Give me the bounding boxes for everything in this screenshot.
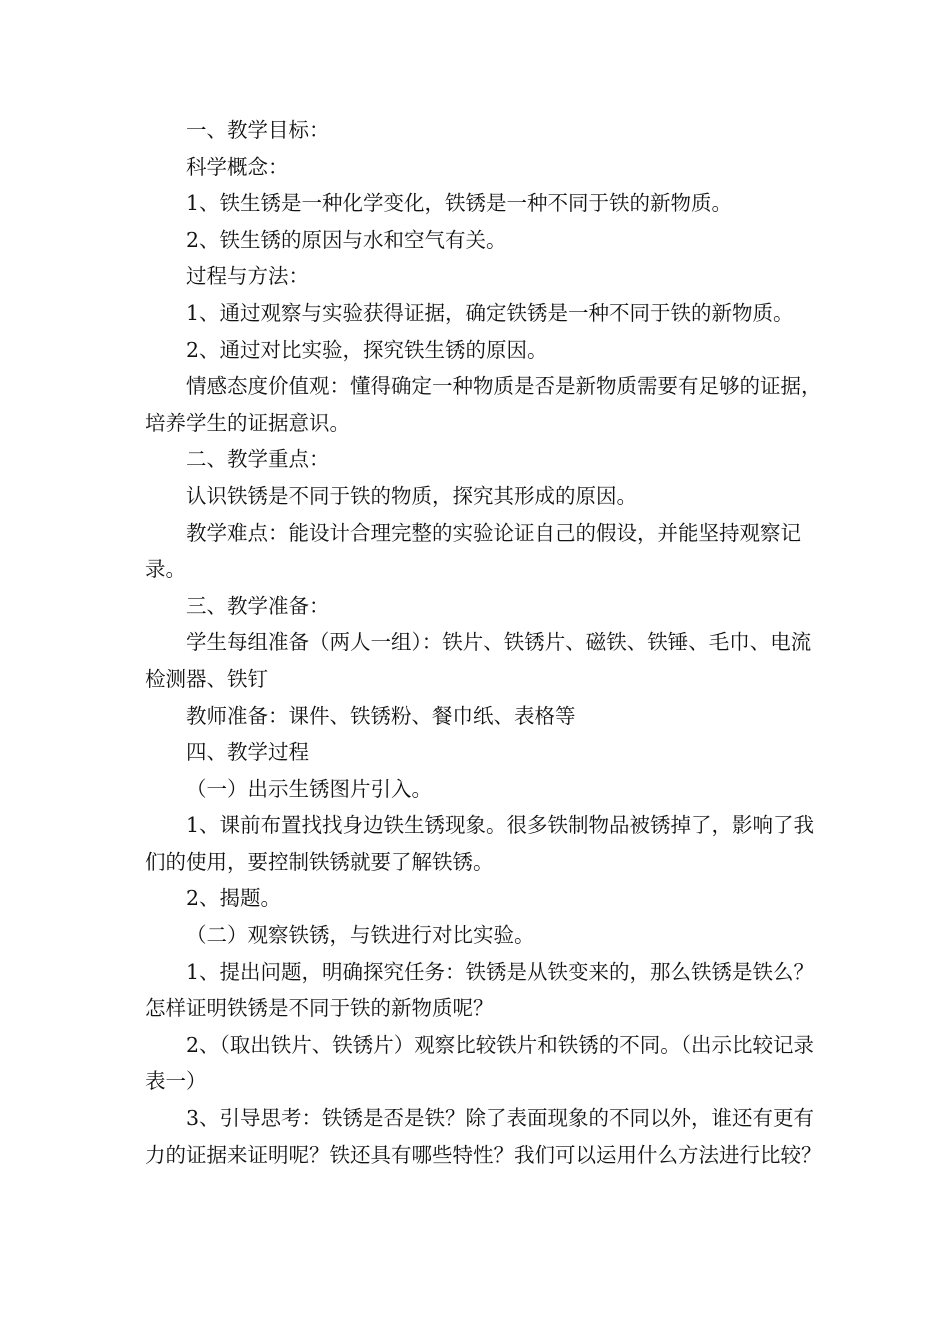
paragraph: 2、铁生锈的原因与水和空气有关。	[186, 227, 507, 252]
paragraph-teaching-difficulty: 教学难点：能设计合理完整的实验论证自己的假设，并能坚持观察记录。	[145, 520, 801, 582]
heading-teaching-focus: 二、教学重点：	[186, 447, 330, 472]
paragraph-teacher-preparation: 教师准备：课件、铁锈粉、餐巾纸、表格等	[186, 703, 576, 728]
paragraph-attitude-values: 情感态度价值观：懂得确定一种物质是否是新物质需要有足够的证据，培养学生的证据意识。	[145, 374, 822, 435]
paragraph: 2、通过对比实验，探究铁生锈的原因。	[186, 337, 548, 362]
paragraph: 2、（取出铁片、铁锈片）观察比较铁片和铁锈的不同。（出示比较记录表一）	[145, 1032, 815, 1094]
subheading-process-methods: 过程与方法：	[186, 264, 309, 289]
document-body	[145, 112, 825, 1173]
heading-teaching-preparation: 三、教学准备：	[186, 593, 330, 618]
paragraph: 2、揭题。	[186, 886, 282, 911]
paragraph: 1、提出问题，明确探究任务：铁锈是从铁变来的，那么铁锈是铁么？怎样证明铁锈是不同于铁的新物质呢？	[145, 959, 815, 1021]
subheading-step-one: （一）出示生锈图片引入。	[186, 776, 432, 801]
paragraph: 1、课前布置找找身边铁生锈现象。很多铁制物品被锈掉了，影响了我们的使用，要控制铁锈就要了解铁锈。	[145, 813, 815, 874]
paragraph: 3、引导思考：铁锈是否是铁？除了表面现象的不同以外，谁还有更有力的证据来证明呢？铁还具有哪些特性？我们可以运用什么方法进行比较？	[145, 1106, 822, 1167]
subheading-science-concepts: 科学概念：	[186, 154, 289, 179]
heading-teaching-process: 四、教学过程	[186, 740, 309, 765]
paragraph-student-preparation: 学生每组准备（两人一组）：铁片、铁锈片、磁铁、铁锤、毛巾、电流检测器、铁钉	[145, 630, 812, 691]
paragraph: 1、通过观察与实验获得证据，确定铁锈是一种不同于铁的新物质。	[186, 300, 794, 325]
paragraph: 认识铁锈是不同于铁的物质，探究其形成的原因。	[186, 483, 637, 508]
heading-teaching-goals: 一、教学目标：	[186, 118, 330, 142]
subheading-step-two: （二）观察铁锈，与铁进行对比实验。	[186, 923, 535, 948]
paragraph: 1、铁生锈是一种化学变化，铁锈是一种不同于铁的新物质。	[186, 191, 733, 216]
